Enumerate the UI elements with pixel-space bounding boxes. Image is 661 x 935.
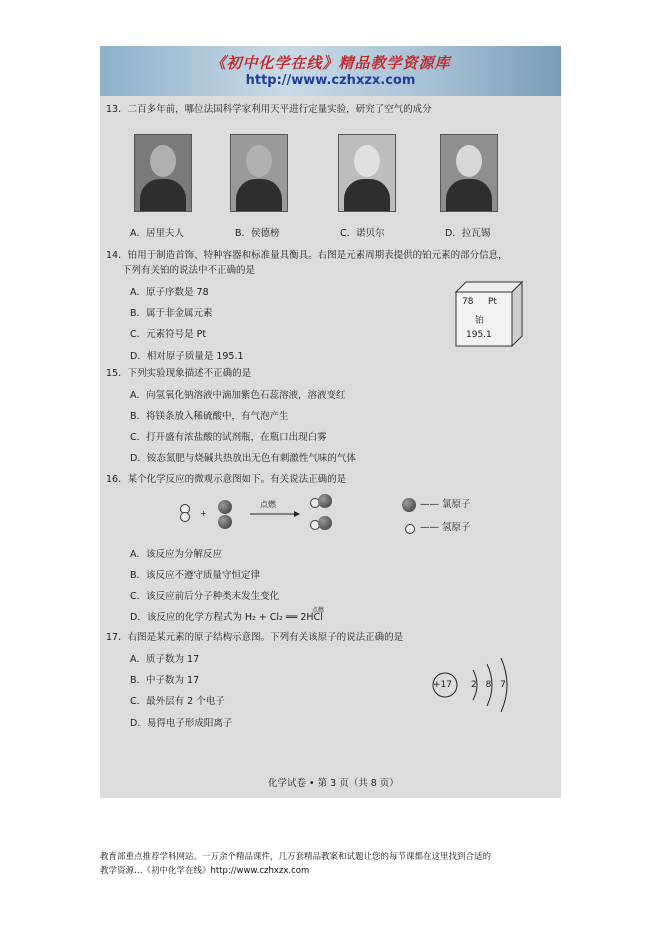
bottom-note [100,850,570,878]
q17-stem: 17．右图是某元素的原子结构示意图。下列有关该原子的说法正确的是 [106,632,404,643]
banner-title: 《初中化学在线》精品教学资源库 [210,54,451,72]
q14-option-a: A．原子序数是 78 [130,287,209,298]
q16-option-d: D．该反应的化学方程式为 H₂ + Cl₂ ══ 2HCl [130,612,323,623]
q17-option-c: C．最外层有 2 个电子 [130,696,225,707]
atom-nucleus: +17 [433,680,452,690]
q13-option-a: A．居里夫人 [130,228,184,239]
q13-option-b: B．侯德榜 [235,228,280,239]
q15-stem: 15．下列实验现象描述不正确的是 [106,368,252,379]
banner-url[interactable]: http://www.czhxzx.com [245,73,416,88]
q16-option-b: B．该反应不遵守质量守恒定律 [130,570,261,581]
q17-option-b: B．中子数为 17 [130,675,200,686]
atom-shells: 2 8 7 [471,680,509,690]
q15-option-a: A．向氢氧化钠溶液中滴加紫色石蕊溶液，溶液变红 [130,390,346,401]
portrait-curie [134,134,192,212]
legend-chlorine: —— 氯原子 [420,499,471,510]
scanned-exam-page [100,46,561,798]
q14-option-d: D．相对原子质量是 195.1 [130,351,244,362]
q14-option-c: C．元素符号是 Pt [130,329,207,340]
q13-option-c: C．诺贝尔 [340,228,385,239]
hydrogen-atom-legend-icon [405,524,415,534]
banner [100,46,561,96]
bottom-note-line-2[interactable]: 教学资源…《初中化学在线》http://www.czhxzx.com [100,866,310,876]
equation-condition: 点燃 [312,607,325,614]
chlorine-atom-legend-icon [402,498,416,512]
portrait-nobel [338,134,396,212]
reaction-condition: 点燃 [260,500,276,509]
legend-hydrogen: —— 氢原子 [420,522,471,533]
q17-option-d: D．易得电子形成阳离子 [130,718,233,729]
q14-option-b: B．属于非金属元素 [130,308,213,319]
portrait-lavoisier [440,134,498,212]
portrait-hou [230,134,288,212]
reaction-arrow [250,510,300,518]
q16-option-c: C．该反应前后分子种类未发生变化 [130,591,280,602]
element-symbol: Pt [488,297,497,307]
q16-option-a: A．该反应为分解反应 [130,549,222,560]
q15-option-c: C．打开盛有浓盐酸的试剂瓶，在瓶口出现白雾 [130,432,327,443]
bottom-note-line-1: 教育部重点推荐学科网站。一万余个精品课件，几万套精品教案和试题让您的每节课都在这里找到合适的 [100,852,492,862]
q13-stem: 13．二百多年前，哪位法国科学家利用天平进行定量实验，研究了空气的成分 [106,104,432,115]
q17-option-a: A．质子数为 17 [130,654,200,665]
plus-sign: + [200,509,207,518]
page-footer: 化学试卷 • 第 3 页（共 8 页） [268,778,399,789]
element-name: 铂 [475,316,485,326]
q15-option-d: D．铵态氮肥与烧碱共热放出无色有刺激性气味的气体 [130,453,356,464]
q14-stem-2: 下列有关铂的说法中不正确的是 [122,265,256,276]
element-mass: 195.1 [466,330,492,340]
q14-stem-1: 14．铂用于制造首饰、特种容器和标准量具衡具。右图是元素周期表提供的铂元素的部分信息， [106,250,508,261]
q16-stem: 16．某个化学反应的微观示意图如下。有关说法正确的是 [106,474,347,485]
q15-option-b: B．将镁条放入稀硫酸中，有气泡产生 [130,411,289,422]
q13-option-d: D．拉瓦锡 [445,228,491,239]
element-number: 78 [462,297,474,307]
